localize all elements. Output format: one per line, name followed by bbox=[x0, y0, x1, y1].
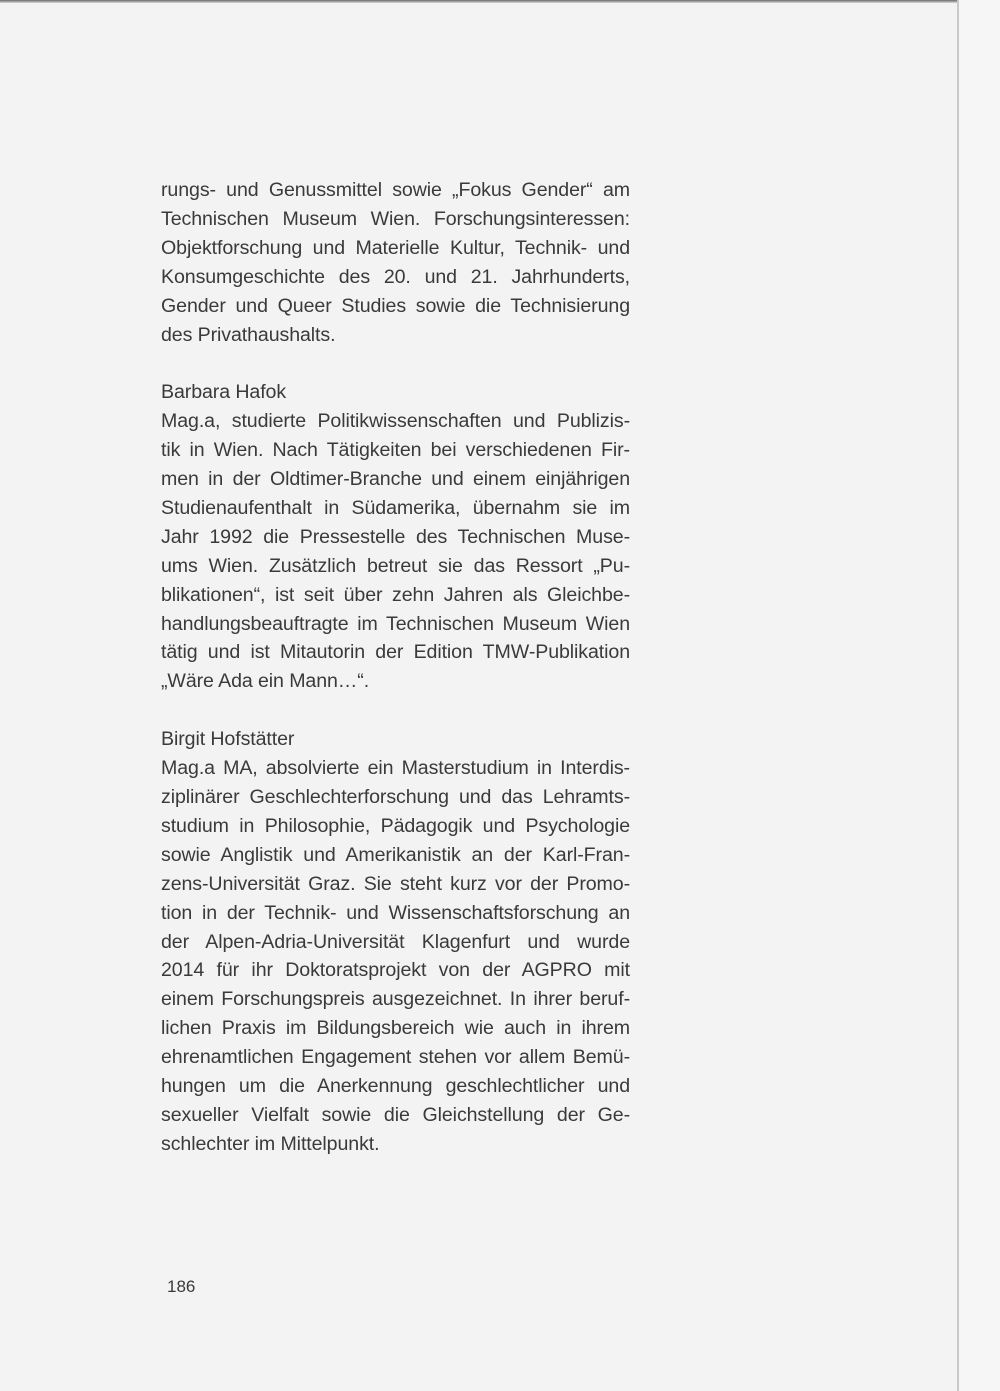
text-line: hungen um die Anerkennung geschlechtlicher und bbox=[161, 1075, 630, 1098]
text-line: Studienaufenthalt in Südamerika, übernahm sie im bbox=[161, 496, 630, 519]
biography-birgit-hofstaetter bbox=[161, 725, 630, 1159]
text-line: tätig und ist Mitautorin der Edition TMW-Publikation bbox=[161, 641, 630, 664]
text-line: Gender und Queer Studies sowie die Technisierung bbox=[161, 294, 630, 317]
author-name: Barbara Hafok bbox=[161, 381, 287, 404]
text-line: Technischen Museum Wien. Forschungsinteressen: bbox=[161, 207, 630, 230]
page-number: 186 bbox=[167, 1277, 196, 1296]
biography-barbara-hafok bbox=[161, 378, 630, 696]
page-top-edge bbox=[0, 0, 1000, 3]
text-line: 2014 für ihr Doktoratsprojekt von der AGPRO mit bbox=[161, 959, 630, 982]
text-line: men in der Oldtimer-Branche und einem einjährigen bbox=[161, 468, 630, 491]
text-line: sexueller Vielfalt sowie die Gleichstellung der Ge- bbox=[161, 1103, 630, 1126]
text-line: tion in der Technik- und Wissenschaftsforschung an bbox=[161, 901, 630, 924]
text-line: ehrenamtlichen Engagement stehen vor allem Bemü- bbox=[161, 1046, 630, 1069]
page-gutter-shade bbox=[959, 0, 1000, 1391]
biographies-text-block bbox=[161, 176, 630, 1188]
text-line: Mag.a, studierte Politikwissenschaften und Publizis- bbox=[161, 410, 630, 433]
text-line: tik in Wien. Nach Tätigkeiten bei verschiedenen Fir- bbox=[161, 439, 630, 462]
text-line: sowie Anglistik und Amerikanistik an der Karl-Fran- bbox=[161, 843, 630, 866]
author-name: Birgit Hofstätter bbox=[161, 728, 295, 751]
biography-continuation bbox=[161, 176, 630, 349]
text-line: Konsumgeschichte des 20. und 21. Jahrhunderts, bbox=[161, 265, 630, 288]
text-line: einem Forschungspreis ausgezeichnet. In ihrer beruf- bbox=[161, 988, 630, 1011]
text-line: blikationen“, ist seit über zehn Jahren als Gleichbe- bbox=[161, 583, 630, 606]
text-line: „Wäre Ada ein Mann…“. bbox=[161, 670, 370, 693]
text-line: ums Wien. Zusätzlich betreut sie das Ressort „Pu- bbox=[161, 554, 630, 577]
text-line: handlungsbeauftragte im Technischen Museum Wien bbox=[161, 612, 630, 635]
text-line: rungs- und Genussmittel sowie „Fokus Gender“ am bbox=[161, 179, 630, 201]
text-line: schlechter im Mittelpunkt. bbox=[161, 1132, 380, 1155]
text-line: Objektforschung und Materielle Kultur, Technik- und bbox=[161, 236, 630, 259]
text-line: des Privathaushalts. bbox=[161, 323, 336, 346]
text-line: Jahr 1992 die Pressestelle des Technischen Muse- bbox=[161, 525, 630, 548]
text-line: lichen Praxis im Bildungsbereich wie auch in ihrem bbox=[161, 1017, 630, 1040]
page-gutter-line bbox=[957, 0, 959, 1391]
text-line: zens-Universität Graz. Sie steht kurz vor der Promo- bbox=[161, 872, 630, 895]
text-line: Mag.a MA, absolvierte ein Masterstudium in Interdis- bbox=[161, 757, 630, 780]
text-line: der Alpen-Adria-Universität Klagenfurt und wurde bbox=[161, 930, 630, 953]
text-line: studium in Philosophie, Pädagogik und Psychologie bbox=[161, 814, 630, 837]
text-line: ziplinärer Geschlechterforschung und das Lehramts- bbox=[161, 786, 630, 808]
